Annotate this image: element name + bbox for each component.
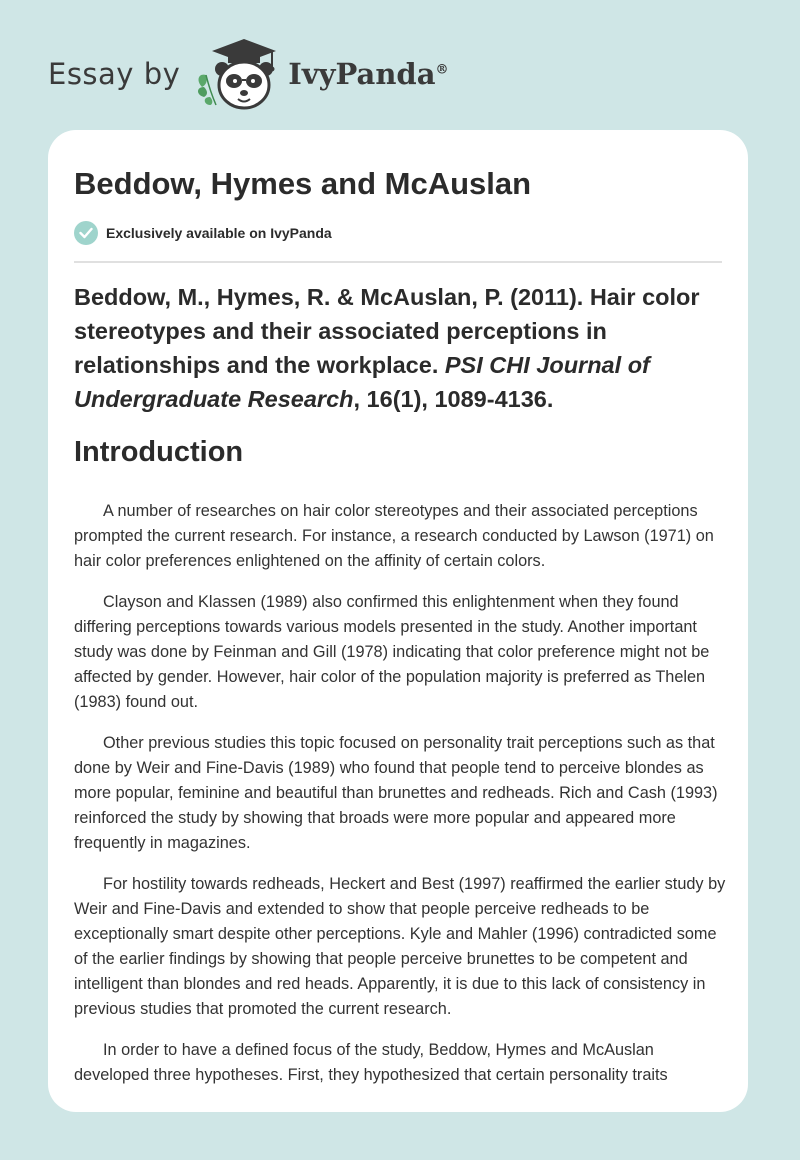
registered-mark: ® bbox=[435, 62, 449, 78]
citation-authors: Beddow, M., Hymes, R. & McAuslan, P. (2011). Hair color stereotypes and their associated perceptions in relationships and the workplace. bbox=[74, 284, 700, 378]
paragraph: Clayson and Klassen (1989) also confirmed this enlightenment when they found differing perceptions towards various models presented in the study. Another important study was done by Feinman and Gill (1978) indicating that color preference might not be affected by gender. However, hair color of the population majority is preferred as Thelen (1983) found out. bbox=[74, 593, 710, 711]
paragraph: For hostility towards redheads, Heckert and Best (1997) reaffirmed the earlier study by Weir and Fine-Davis and extended to show that people perceive redheads to be exceptionally smart despite other perceptions. Kyle and Mahler (1996) contradicted some of the earlier findings by showing that people perceive brunettes to be competent and intelligent than blondes and red heads. Apparently, it is due to this lack of consistency in previous studies that promoted the current research. bbox=[74, 875, 726, 1018]
paragraph: Other previous studies this topic focused on personality trait perceptions such as that done by Weir and Fine-Davis (1989) who found that people tend to perceive blondes as more popular, feminine and beautiful than brunettes and redheads. Rich and Cash (1993) reinforced the study by showing that broads were more popular and appeared more frequently in magazines. bbox=[74, 734, 718, 852]
citation-volume: , 16(1), 1089-4136. bbox=[353, 386, 554, 412]
citation-journal: PSI CHI Journal of Undergraduate Research bbox=[74, 352, 650, 412]
check-circle-icon bbox=[74, 221, 98, 245]
section-heading: Introduction bbox=[74, 436, 244, 468]
exclusive-badge bbox=[74, 221, 332, 245]
divider bbox=[74, 261, 722, 263]
panda-graduate-icon[interactable] bbox=[192, 35, 284, 113]
citation bbox=[74, 280, 714, 416]
essay-by-label: Essay by bbox=[48, 57, 181, 91]
brand-name[interactable]: IvyPanda® bbox=[288, 57, 449, 91]
site-header bbox=[48, 34, 449, 114]
paragraph: A number of researches on hair color stereotypes and their associated perceptions prompted the current research. For instance, a research conducted by Lawson (1971) on hair color preferences enlightened on the affinity of certain colors. bbox=[74, 502, 714, 570]
page-title: Beddow, Hymes and McAuslan bbox=[74, 166, 532, 201]
article-card bbox=[48, 130, 748, 1112]
paragraph: In order to have a defined focus of the study, Beddow, Hymes and McAuslan developed three hypotheses. First, they hypothesized that certain personality traits bbox=[74, 1041, 668, 1084]
article-body bbox=[74, 499, 726, 1104]
badge-label: Exclusively available on IvyPanda bbox=[106, 225, 332, 241]
